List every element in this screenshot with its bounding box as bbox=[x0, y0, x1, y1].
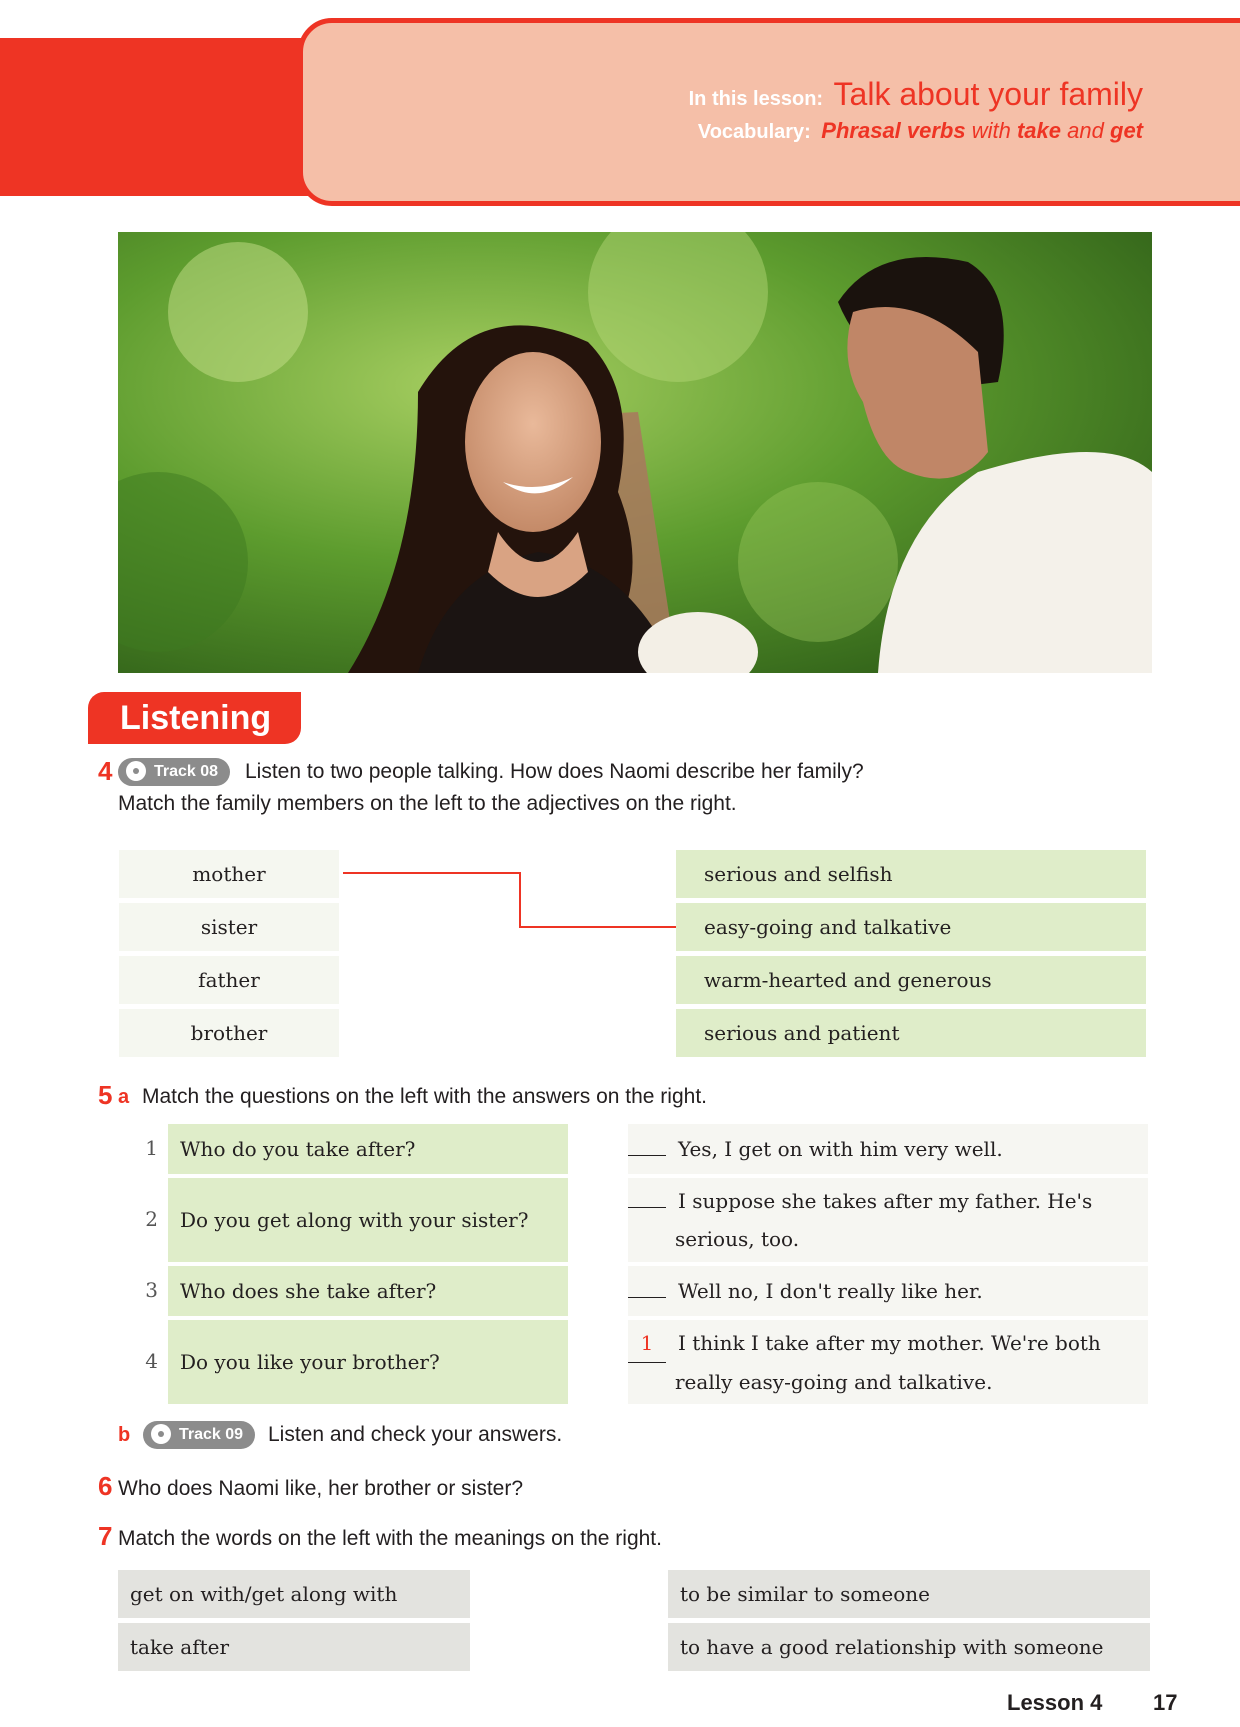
adjective-3[interactable]: warm-hearted and generous bbox=[676, 956, 1146, 1004]
cd-icon bbox=[151, 1424, 171, 1444]
family-member-mother[interactable]: mother bbox=[119, 850, 339, 898]
lesson-photo bbox=[118, 232, 1152, 673]
exercise-4-instruction-2: Match the family members on the left to the adjectives on the right. bbox=[118, 792, 737, 815]
footer-lesson: Lesson 4 bbox=[1007, 1690, 1103, 1715]
vocab-label: Vocabulary: bbox=[697, 121, 811, 143]
question-3[interactable]: Who does she take after? bbox=[168, 1266, 568, 1316]
family-member-father[interactable]: father bbox=[119, 956, 339, 1004]
vocabulary-heading bbox=[698, 118, 1143, 144]
exercise-5b-instruction: Listen and check your answers. bbox=[268, 1423, 563, 1446]
audio-track-button[interactable]: Track 09 bbox=[143, 1421, 255, 1449]
adjective-4[interactable]: serious and patient bbox=[676, 1009, 1146, 1057]
answer-text-continued: serious, too. bbox=[675, 1227, 800, 1251]
question-number: 4 bbox=[145, 1349, 158, 1373]
answer-blank[interactable] bbox=[628, 1297, 666, 1298]
phrase-1[interactable]: get on with/get along with bbox=[118, 1570, 470, 1618]
question-number: 2 bbox=[145, 1207, 158, 1231]
exercise-4-track[interactable] bbox=[118, 758, 230, 786]
answer-blank[interactable]: 1 bbox=[628, 1324, 666, 1363]
answer-blank[interactable] bbox=[628, 1207, 666, 1208]
meaning-2[interactable]: to have a good relationship with someone bbox=[668, 1623, 1150, 1671]
vocab-topic: Phrasal verbs with take and get bbox=[821, 118, 1143, 143]
answer-text: I think I take after my mother. We're both bbox=[678, 1331, 1101, 1355]
audio-track-button[interactable]: Track 08 bbox=[118, 758, 230, 786]
exercise-6-instruction: Who does Naomi like, her brother or sister? bbox=[118, 1477, 523, 1500]
family-member-brother[interactable]: brother bbox=[119, 1009, 339, 1057]
answer-text: I suppose she takes after my father. He's bbox=[678, 1189, 1093, 1213]
section-title-listening: Listening bbox=[88, 692, 301, 744]
phrase-2[interactable]: take after bbox=[118, 1623, 470, 1671]
answer-blank[interactable] bbox=[628, 1155, 666, 1156]
exercise-5b-track[interactable] bbox=[143, 1421, 255, 1449]
answer-text-continued: really easy-going and talkative. bbox=[675, 1370, 993, 1394]
question-number: 1 bbox=[145, 1136, 158, 1160]
answer-row bbox=[628, 1320, 1148, 1404]
lesson-title: Talk about your family bbox=[833, 76, 1143, 112]
meaning-1[interactable]: to be similar to someone bbox=[668, 1570, 1150, 1618]
exercise-7-instruction: Match the words on the left with the meanings on the right. bbox=[118, 1527, 662, 1550]
question-4[interactable]: Do you like your brother? bbox=[168, 1320, 568, 1404]
adjective-2[interactable]: easy-going and talkative bbox=[676, 903, 1146, 951]
answer-row bbox=[628, 1178, 1148, 1262]
exercise-5-number: 5 bbox=[98, 1080, 113, 1110]
exercise-5a-instruction: Match the questions on the left with the answers on the right. bbox=[142, 1085, 707, 1108]
family-member-sister[interactable]: sister bbox=[119, 903, 339, 951]
exercise-7-number: 7 bbox=[98, 1521, 113, 1551]
exercise-5a-label: a bbox=[118, 1086, 130, 1108]
adjective-1[interactable]: serious and selfish bbox=[676, 850, 1146, 898]
page-number: 17 bbox=[1153, 1690, 1178, 1715]
answer-text: Yes, I get on with him very well. bbox=[678, 1137, 1003, 1161]
header-red-block bbox=[0, 38, 320, 196]
exercise-4-number: 4 bbox=[98, 756, 113, 786]
answer-row bbox=[628, 1124, 1148, 1174]
lesson-label: In this lesson: bbox=[688, 88, 824, 110]
exercise-6-number: 6 bbox=[98, 1471, 113, 1501]
exercise-4-instruction-1: Listen to two people talking. How does Naomi describe her family? bbox=[245, 760, 864, 783]
cd-icon bbox=[126, 761, 146, 781]
answer-text: Well no, I don't really like her. bbox=[678, 1279, 983, 1303]
match-line-example bbox=[340, 860, 680, 940]
exercise-5b-label: b bbox=[118, 1424, 131, 1446]
question-number: 3 bbox=[145, 1278, 158, 1302]
question-1[interactable]: Who do you take after? bbox=[168, 1124, 568, 1174]
answer-row bbox=[628, 1266, 1148, 1316]
question-2[interactable]: Do you get along with your sister? bbox=[168, 1178, 568, 1262]
lesson-heading bbox=[689, 76, 1143, 113]
